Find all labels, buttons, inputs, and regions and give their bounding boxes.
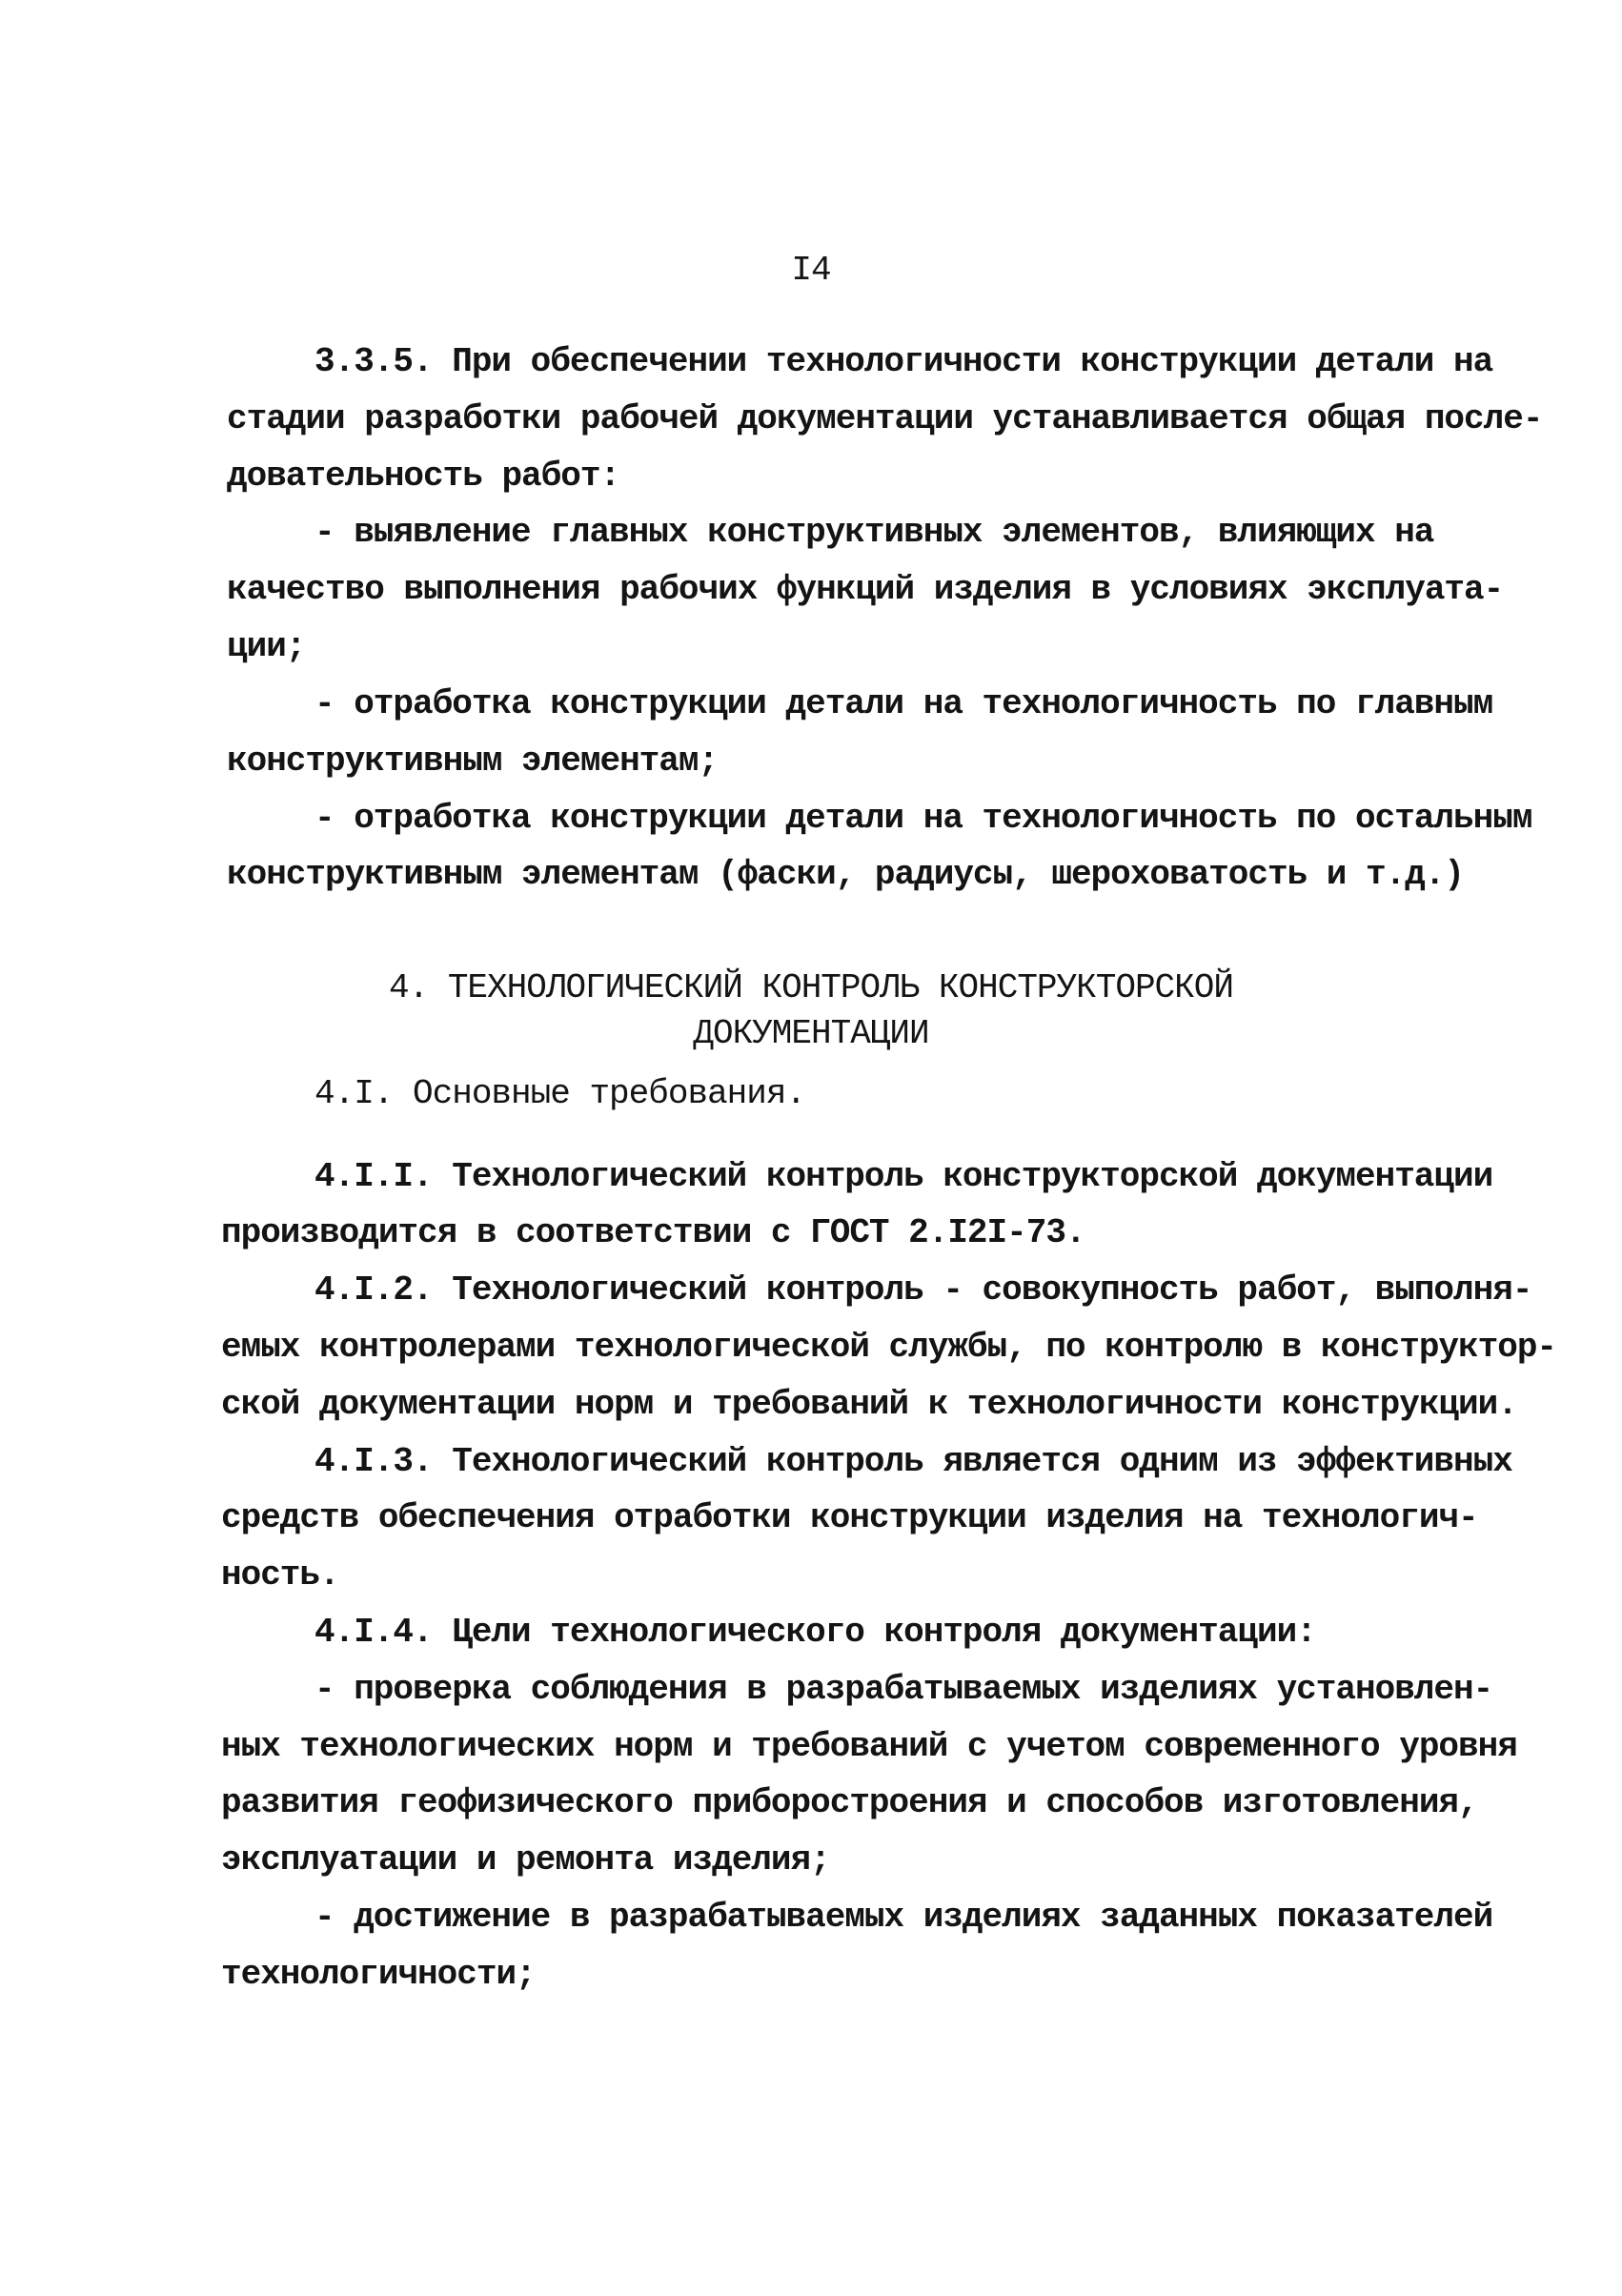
para-3-3-5-line-1: 3.3.5. При обеспечении технологичности конструкции детали на [314,342,1493,381]
list-item-line-5: конструктивным элементам; [227,742,719,781]
para-4-1-2-line-2: емых контролерами технологической службы, по контролю в конструктор- [221,1328,1557,1367]
para-4-1-4-line-3: ных технологических норм и требований с учетом современного уровня [221,1727,1517,1766]
para-4-1-4-line-6: - достижение в разрабатываемых изделиях заданных показателей [314,1898,1493,1937]
para-4-1-4-line-1: 4.I.4. Цели технологического контроля документации: [314,1613,1316,1652]
para-4-1-4-line-5: эксплуатации и ремонта изделия; [221,1840,830,1879]
page-number: I4 [791,251,831,290]
para-4-1-1-line-1: 4.I.I. Технологический контроль конструкторской документации [314,1157,1493,1196]
list-item-line-2: качество выполнения рабочих функций изделия в условиях эксплуата- [227,570,1504,609]
para-4-1-1-line-2: производится в соответствии с ГОСТ 2.I2I-73. [221,1213,1085,1252]
para-4-1-3-line-1: 4.I.3. Технологический контроль является одним из эффективных [314,1442,1512,1481]
section-4-heading-line-2: ДОКУМЕНТАЦИИ [693,1014,929,1053]
para-4-1-4-line-7: технологичности; [221,1955,536,1994]
para-3-3-5-line-3: довательность работ: [227,457,620,496]
para-4-1-4-line-2: - проверка соблюдения в разрабатываемых изделиях установлен- [314,1670,1493,1709]
section-4-heading-line-1: 4. ТЕХНОЛОГИЧЕСКИЙ КОНТРОЛЬ КОНСТРУКТОРСКОЙ [389,968,1233,1007]
para-4-1-3-line-2: средств обеспечения отработки конструкции изделия на технологич- [221,1498,1478,1537]
list-item-line-4: - отработка конструкции детали на технологичность по главным [314,684,1493,723]
para-3-3-5-line-2: стадии разработки рабочей документации устанавливается общая после- [227,399,1543,438]
list-item-line-6: - отработка конструкции детали на технологичность по остальным [314,799,1532,838]
para-4-1-4-line-4: развития геофизического приборостроения и способов изготовления, [221,1783,1478,1822]
para-4-1-2-line-3: ской документации норм и требований к технологичности конструкции. [221,1385,1517,1424]
list-item-line-3: ции; [227,627,306,666]
list-item-line-1: - выявление главных конструктивных элементов, влияющих на [314,513,1434,552]
para-4-1-2-line-1: 4.I.2. Технологический контроль - совокупность работ, выполня- [314,1270,1532,1310]
subsection-4-1-title: 4.I. Основные требования. [314,1074,806,1113]
list-item-line-7: конструктивным элементам (фаски, радиусы, шероховатость и т.д.) [227,855,1465,894]
para-4-1-3-line-3: ность. [221,1555,339,1595]
